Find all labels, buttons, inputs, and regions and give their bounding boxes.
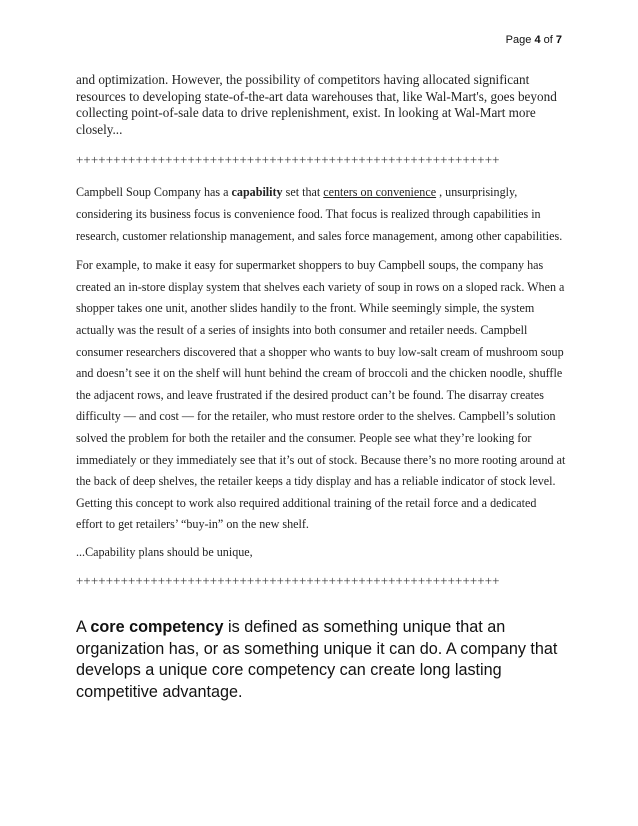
core-text-before: A [76, 618, 91, 637]
capability-paragraph [76, 182, 566, 247]
page-current: 4 [534, 34, 541, 46]
example-paragraph: For example, to make it easy for supermarket shoppers to buy Campbell soups, the company has created an in-store display system that shelves each variety of soup in rows on a sloped rack. When a shopper takes one unit, another slides handily to the front. While seemingly simple, the system actually was the result of a series of insights into both consumer and retailer needs. Campbell consumer researchers discovered that a shopper who wants to buy low-salt cream of mushroom soup and doesn’t see it on the shelf will hunt behind the cream of broccoli and the chicken noodle, shuffle the adjacent rows, and leave frustrated if the desired product can’t be found. The disarray creates difficulty — and cost — for the retailer, who must restore order to the shelves. Campbell’s solution solved the problem for both the retailer and the consumer. People see what they’re looking for immediately or they immediately see that it’s out of stock. Because there’s no more rooting around at the back of deep shelves, the retailer keeps a tidy display and has a reliable indicator of stock level. Getting this concept to work also required additional training of the retail force and a dedicated effort to get retailers’ “buy-in” on the new shelf. [76, 258, 566, 532]
core-text-after: is defined as something unique that an organization has, or as something unique it can do. A company that develops a unique core competency can create long lasting competitive advantage. [76, 618, 558, 701]
page-of: of [543, 34, 553, 46]
intro-paragraph: and optimization. However, the possibility of competitors having allocated significant resources to developing state-of-the-art data warehouses that, like Wal-Mart's, goes beyond collecting point-of-sale data to drive replenishment, exist. In looking at Wal-Mart more closely... [76, 72, 557, 137]
page-total: 7 [555, 34, 562, 46]
capability-text-after: , unsurprisingly, considering its business focus is convenience food. That focus is realized through capabilities in research, customer relationship management, and sales force management, among other capabilities. [76, 185, 563, 243]
document-body [76, 72, 566, 703]
capability-text-middle: set that [282, 185, 324, 200]
plus-divider-1: +++++++++++++++++++++++++++++++++++++++++++++++++++++++++ [76, 152, 500, 168]
plus-divider-2: +++++++++++++++++++++++++++++++++++++++++++++++++++++++++ [76, 573, 500, 589]
core-competency-term: core competency [90, 618, 224, 637]
page-number [506, 34, 562, 46]
centers-on-convenience-link[interactable]: centers on convenience [323, 185, 437, 200]
page-label: Page [505, 34, 532, 46]
capability-term: capability [231, 185, 283, 200]
capability-text-before: Campbell Soup Company has a [76, 185, 232, 200]
plans-paragraph: ...Capability plans should be unique, [76, 544, 253, 559]
core-competency-paragraph [76, 617, 566, 703]
